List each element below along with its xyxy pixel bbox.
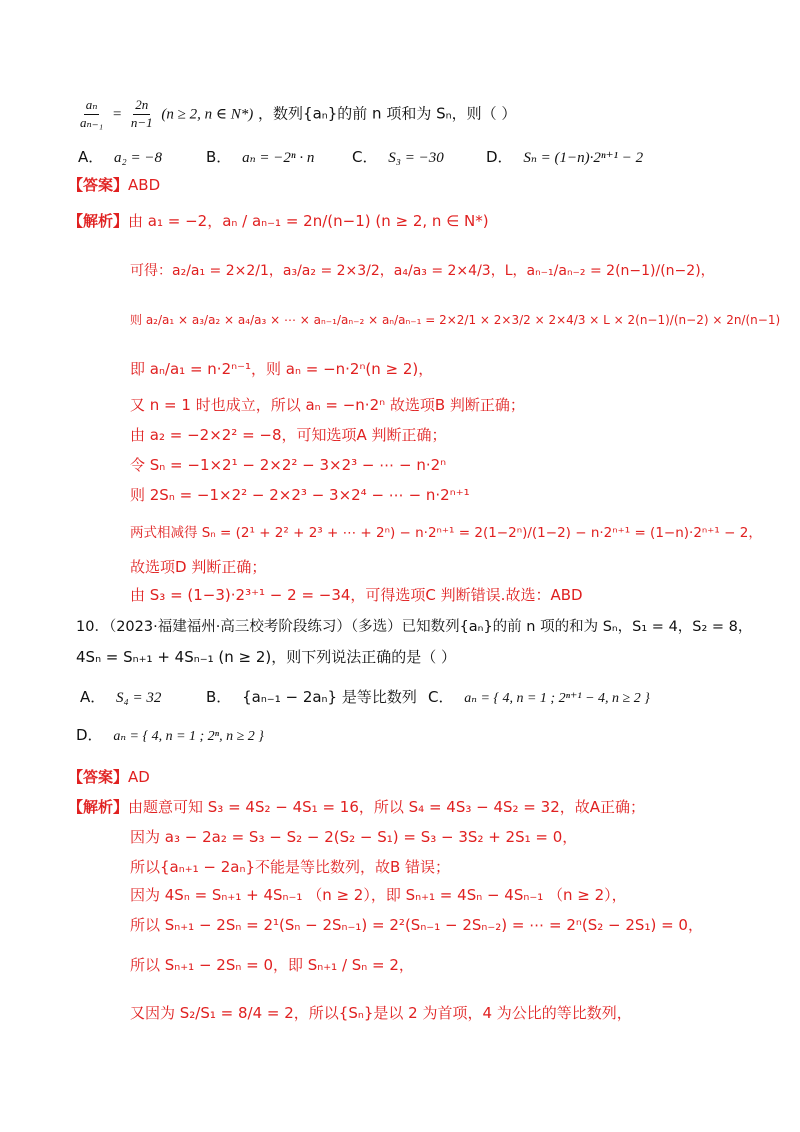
q10-analysis-0	[68, 800, 645, 815]
q9-analysis-7: 则 2Sₙ = −1×2² − 2×2³ − 3×2⁴ − ⋯ − n·2ⁿ⁺¹	[130, 486, 470, 504]
q10-option-b[interactable]	[206, 690, 417, 705]
q9-analysis-1: 可得：a₂/a₁ = 2×2/1，a₃/a₂ = 2×3/2，a₄/a₃ = 2×4/3，L，aₙ₋₁/aₙ₋₂ = 2(n−1)/(n−2)，	[130, 263, 715, 279]
q9-option-c-label: C．	[352, 148, 378, 166]
q9-analysis-line: 由 a₁ = −2，aₙ / aₙ₋₁ = 2n/(n−1) (n ≥ 2, n ∈ N*)	[128, 212, 489, 230]
q9-analysis-4: 又 n = 1 时也成立，所以 aₙ = −n·2ⁿ 故选项B 判断正确；	[130, 396, 525, 414]
q9-analysis-6: 令 Sₙ = −1×2¹ − 2×2² − 3×2³ − ⋯ − n·2ⁿ	[130, 456, 447, 474]
q10-analysis-1: 因为 a₃ − 2a₂ = S₃ − S₂ − 2(S₂ − S₁) = S₃ − 3S₂ + 2S₁ = 0，	[130, 828, 578, 846]
q10-analysis-2: 所以{aₙ₊₁ − 2aₙ}不能是等比数列，故B 错误；	[130, 858, 451, 876]
q10-answer-tag: 【答案】	[68, 768, 129, 786]
q9-analysis-8: 两式相减得 Sₙ = (2¹ + 2² + 2³ + ⋯ + 2ⁿ) − n·2ⁿ⁺¹ = 2(1−2ⁿ)/(1−2) − n·2ⁿ⁺¹ = (1−n)·2ⁿ⁺¹ − 2，	[130, 525, 762, 541]
q9-option-b-text: aₙ = −2ⁿ · n	[242, 150, 315, 166]
q9-answer	[68, 178, 160, 193]
q9-stem-ratio-den: aₙ₋₁	[80, 114, 104, 130]
q10-option-b-label: B．	[206, 688, 232, 706]
q9-analysis-10: 由 S₃ = (1−3)·2³⁺¹ − 2 = −34，可得选项C 判断错误.故选：ABD	[130, 586, 583, 604]
q9-option-d-text: Sₙ = (1−n)·2ⁿ⁺¹ − 2	[523, 150, 644, 166]
q9-stem	[76, 98, 516, 131]
q9-stem-rhs-den: n−1	[130, 114, 153, 130]
q10-option-c[interactable]	[428, 690, 650, 706]
q9-analysis-3: 即 aₙ/a₁ = n·2ⁿ⁻¹，则 aₙ = −n·2ⁿ(n ≥ 2)，	[130, 360, 434, 378]
q10-answer	[68, 770, 150, 785]
q10-option-b-text: {aₙ₋₁ − 2aₙ} 是等比数列	[242, 688, 417, 706]
q9-option-c-text: S₃ = −30	[388, 150, 444, 166]
q10-option-a-text: S₄ = 32	[116, 690, 162, 706]
q9-analysis-0	[68, 214, 489, 229]
q10-stem-line1: 10．（2023·福建福州·高三校考阶段练习）（多选）已知数列{aₙ}的前 n 项的和为 Sₙ，S₁ = 4，S₂ = 8，	[76, 619, 753, 635]
q10-stem-line2: 4Sₙ = Sₙ₊₁ + 4Sₙ₋₁ (n ≥ 2)，则下列说法正确的是（ ）	[76, 648, 457, 666]
q9-stem-text: ，数列{aₙ}的前 n 项和为 Sₙ，则（ ）	[258, 104, 517, 123]
q9-option-a[interactable]	[78, 150, 162, 166]
q10-analysis-6: 又因为 S₂/S₁ = 8/4 = 2，所以{Sₙ}是以 2 为首项，4 为公比的等比数列，	[130, 1004, 632, 1022]
q9-stem-ratio-num: aₙ	[84, 98, 100, 115]
q9-stem-eq: =	[111, 106, 123, 123]
q9-analysis-tag: 【解析】	[68, 212, 129, 230]
q9-option-a-label: A．	[78, 148, 104, 166]
q9-stem-rhs	[129, 98, 155, 131]
q10-option-d[interactable]	[76, 728, 264, 744]
q9-analysis-5: 由 a₂ = −2×2² = −8，可知选项A 判断正确；	[130, 426, 447, 444]
q9-option-a-text: a₂ = −8	[114, 150, 163, 166]
q9-option-d-label: D．	[486, 148, 513, 166]
q10-analysis-line: 由题意可知 S₃ = 4S₂ − 4S₁ = 16，所以 S₄ = 4S₃ − 4S₂ = 32，故A正确；	[128, 798, 645, 816]
q9-analysis-9: 故选项D 判断正确；	[130, 558, 267, 576]
q9-answer-tag: 【答案】	[68, 176, 129, 194]
q9-answer-value: ABD	[128, 176, 161, 194]
q10-analysis-tag: 【解析】	[68, 798, 129, 816]
q10-option-d-label: D．	[76, 726, 103, 744]
q9-option-b[interactable]	[206, 150, 314, 166]
q9-stem-rhs-num: 2n	[133, 98, 150, 115]
q10-analysis-3: 因为 4Sₙ = Sₙ₊₁ + 4Sₙ₋₁ （n ≥ 2），即 Sₙ₊₁ = 4Sₙ − 4Sₙ₋₁ （n ≥ 2），	[130, 886, 627, 904]
q9-stem-ratio	[78, 98, 105, 131]
q10-analysis-4: 所以 Sₙ₊₁ − 2Sₙ = 2¹(Sₙ − 2Sₙ₋₁) = 2²(Sₙ₋₁ − 2Sₙ₋₂) = ⋯ = 2ⁿ(S₂ − 2S₁) = 0，	[130, 916, 703, 934]
q10-option-a-label: A．	[80, 688, 106, 706]
q9-option-b-label: B．	[206, 148, 232, 166]
q10-option-c-text: aₙ = { 4, n = 1 ; 2ⁿ⁺¹ − 4, n ≥ 2 }	[464, 691, 650, 706]
q9-analysis-2: 则 a₂/a₁ × a₃/a₂ × a₄/a₃ × ⋯ × aₙ₋₁/aₙ₋₂ × aₙ/aₙ₋₁ = 2×2/1 × 2×3/2 × 2×4/3 × L × 2(n−1)/(n−2) × 2n/(n−1)	[130, 313, 781, 327]
q9-option-c[interactable]	[352, 150, 444, 166]
q10-option-d-text: aₙ = { 4, n = 1 ; 2ⁿ, n ≥ 2 }	[113, 729, 264, 744]
q9-stem-cond: (n ≥ 2, n ∈ N*)	[161, 106, 254, 123]
q10-option-c-label: C．	[428, 688, 454, 706]
q10-option-a[interactable]	[80, 690, 161, 706]
q9-option-d[interactable]	[486, 150, 643, 166]
q10-answer-value: AD	[128, 768, 150, 786]
q10-analysis-5: 所以 Sₙ₊₁ − 2Sₙ = 0，即 Sₙ₊₁ / Sₙ = 2，	[130, 956, 414, 974]
